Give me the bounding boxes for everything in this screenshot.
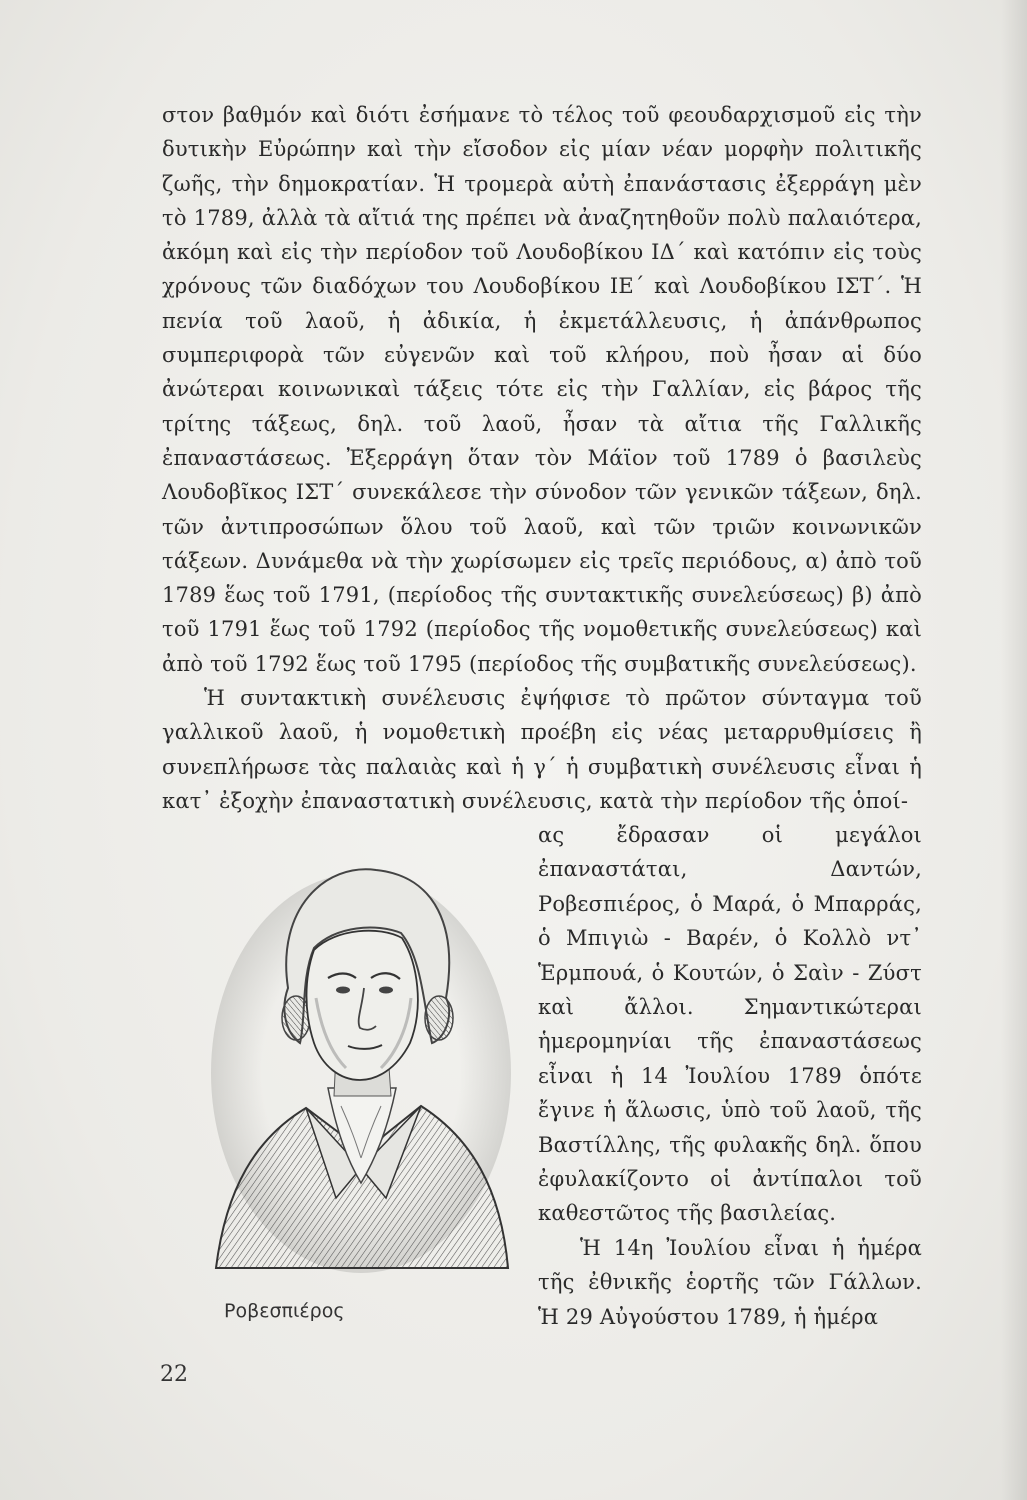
robespierre-portrait — [196, 838, 526, 1278]
paragraph-3: Ἡ 14η Ἰουλίου εἶναι ἡ ἡμέρα τῆς ἐθνικῆς ἑορτῆς τῶν Γάλλων. Ἡ 29 Αὐγούστου 1789, ἡ ἡμέρα — [538, 1235, 922, 1329]
page-number: 22 — [160, 1362, 188, 1387]
wrapped-text-block — [538, 818, 922, 1334]
portrait-caption: Ροβεσπιέρος — [224, 1300, 345, 1322]
page-gutter-shadow — [1001, 0, 1027, 1500]
main-text-block — [162, 98, 922, 818]
paragraph-2-continued: ας ἔδρασαν οἱ μεγάλοι ἐπαναστάται, Δαντών, Ροβεσπιέρος, ὁ Μαρά, ὁ Μπαρράς, ὁ Μπιγιὼ - Βαρέν, ὁ Κολλὸ ντ᾽ Ἑρμπουά, ὁ Κουτών, ὁ Σαὶν - Ζύστ καὶ ἄλλοι. Σημαντικώτεραι ἡμερομηνίαι τῆς ἐπαναστάσεως εἶναι ἡ 14 Ἰουλίου 1789 ὁπότε ἔγινε ἡ ἅλωσις, ὑπὸ τοῦ λαοῦ, τῆς Βαστίλλης, τῆς φυλακῆς δηλ. ὅπου ἐφυλακίζοντο οἱ ἀντίπαλοι τοῦ καθεστῶτος τῆς βασιλείας. — [538, 823, 922, 1226]
paragraph-2: Ἡ συντακτικὴ συνέλευσις ἐψήφισε τὸ πρῶτον σύνταγμα τοῦ γαλλικοῦ λαοῦ, ἡ νομοθετικὴ προέβη εἰς νέας μεταρρυθμίσεις ἢ συνεπλήρωσε τὰς παλαιὰς καὶ ἡ γ΄ ἡ συμβατικὴ συνέλευσις εἶναι ἡ κατ᾽ ἐξοχὴν ἐπαναστατικὴ συνέλευσις, κατὰ τὴν περίοδον τῆς ὁποί- — [162, 686, 922, 813]
paragraph-1: στον βαθμόν καὶ διότι ἐσήμανε τὸ τέλος τοῦ φεουδαρχισμοῦ εἰς τὴν δυτικὴν Εὐρώπην καὶ τὴν εἴσοδον εἰς μίαν νέαν μορφὴν πολιτικῆς ζωῆς, τὴν δημοκρατίαν. Ἡ τρομερὰ αὐτὴ ἐπανάστασις ἐξερράγη μὲν τὸ 1789, ἀλλὰ τὰ αἴτιά της πρέπει νὰ ἀναζητηθοῦν πολὺ παλαιότερα, ἀκόμη καὶ εἰς τὴν περίοδον τοῦ Λουδοβίκου ΙΔ΄ καὶ κατόπιν εἰς τοὺς χρόνους τῶν διαδόχων του Λουδοβίκου ΙΕ΄ καὶ Λουδοβίκου ΙΣΤ΄. Ἡ πενία τοῦ λαοῦ, ἡ ἀδικία, ἡ ἐκμετάλλευσις, ἡ ἀπάνθρωπος συμπεριφορὰ τῶν εὐγενῶν καὶ τοῦ κλήρου, ποὺ ἦσαν αἱ δύο ἀνώτεραι κοινωνικαὶ τάξεις τότε εἰς τὴν Γαλλίαν, εἰς βάρος τῆς τρίτης τάξεως, δηλ. τοῦ λαοῦ, ἦσαν τὰ αἴτια τῆς Γαλλικῆς ἐπαναστάσεως. Ἐξερράγη ὅταν τὸν Μάϊον τοῦ 1789 ὁ βασιλεὺς Λουδοβῖκος ΙΣΤ΄ συνεκάλεσε τὴν σύνοδον τῶν γενικῶν τάξεων, δηλ. τῶν ἀντιπροσώπων ὅλου τοῦ λαοῦ, καὶ τῶν τριῶν κοινωνικῶν τάξεων. Δυνάμεθα νὰ τὴν χωρίσωμεν εἰς τρεῖς περιόδους, α) ἀπὸ τοῦ 1789 ἕως τοῦ 1791, (περίοδος τῆς συντακτικῆς συνελεύσεως) β) ἀπὸ τοῦ 1791 ἕως τοῦ 1792 (περίοδος τῆς νομοθετικῆς συνελεύσεως) καὶ ἀπὸ τοῦ 1792 ἕως τοῦ 1795 (περίοδος τῆς συμβατικῆς συνελεύσεως). — [162, 103, 922, 676]
